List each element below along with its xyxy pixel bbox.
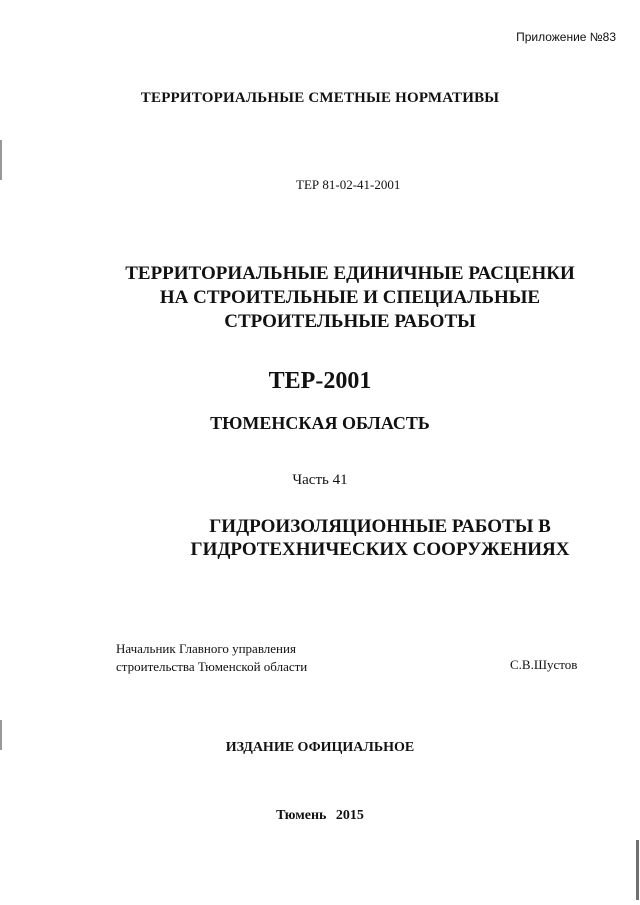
section-title <box>0 515 640 561</box>
main-title-line: СТРОИТЕЛЬНЫЕ РАБОТЫ <box>224 311 476 332</box>
main-title <box>0 262 640 334</box>
section-title-line: ГИДРОИЗОЛЯЦИОННЫЕ РАБОТЫ В <box>209 516 551 537</box>
signatory-name: С.В.Шустов <box>510 657 578 672</box>
signatory-position-line: строительства Тюменской области <box>116 659 308 674</box>
header-title: ТЕРРИТОРИАЛЬНЫЕ СМЕТНЫЕ НОРМАТИВЫ <box>140 90 500 106</box>
scan-edge-mark <box>0 140 2 180</box>
main-title-line: НА СТРОИТЕЛЬНЫЕ И СПЕЦИАЛЬНЫЕ <box>159 287 541 308</box>
signatory-position-line: Начальник Главного управления <box>116 641 296 656</box>
signatory-position <box>116 640 307 676</box>
appendix-label: Приложение №83 <box>516 30 616 44</box>
scan-edge-mark <box>636 840 639 900</box>
document-code: ТЕР 81-02-41-2001 <box>296 177 401 192</box>
part-number: Часть 41 <box>292 472 348 488</box>
region-title: ТЮМЕНСКАЯ ОБЛАСТЬ <box>210 413 430 433</box>
scan-edge-mark <box>0 720 2 750</box>
main-title-line: ТЕРРИТОРИАЛЬНЫЕ ЕДИНИЧНЫЕ РАСЦЕНКИ <box>125 263 575 284</box>
ter-label: ТЕР-2001 <box>268 368 372 394</box>
edition-label: ИЗДАНИЕ ОФИЦИАЛЬНОЕ <box>225 740 415 755</box>
city-year: Тюмень 2015 <box>276 808 364 823</box>
section-title-line: ГИДРОТЕХНИЧЕСКИХ СООРУЖЕНИЯХ <box>190 539 570 560</box>
